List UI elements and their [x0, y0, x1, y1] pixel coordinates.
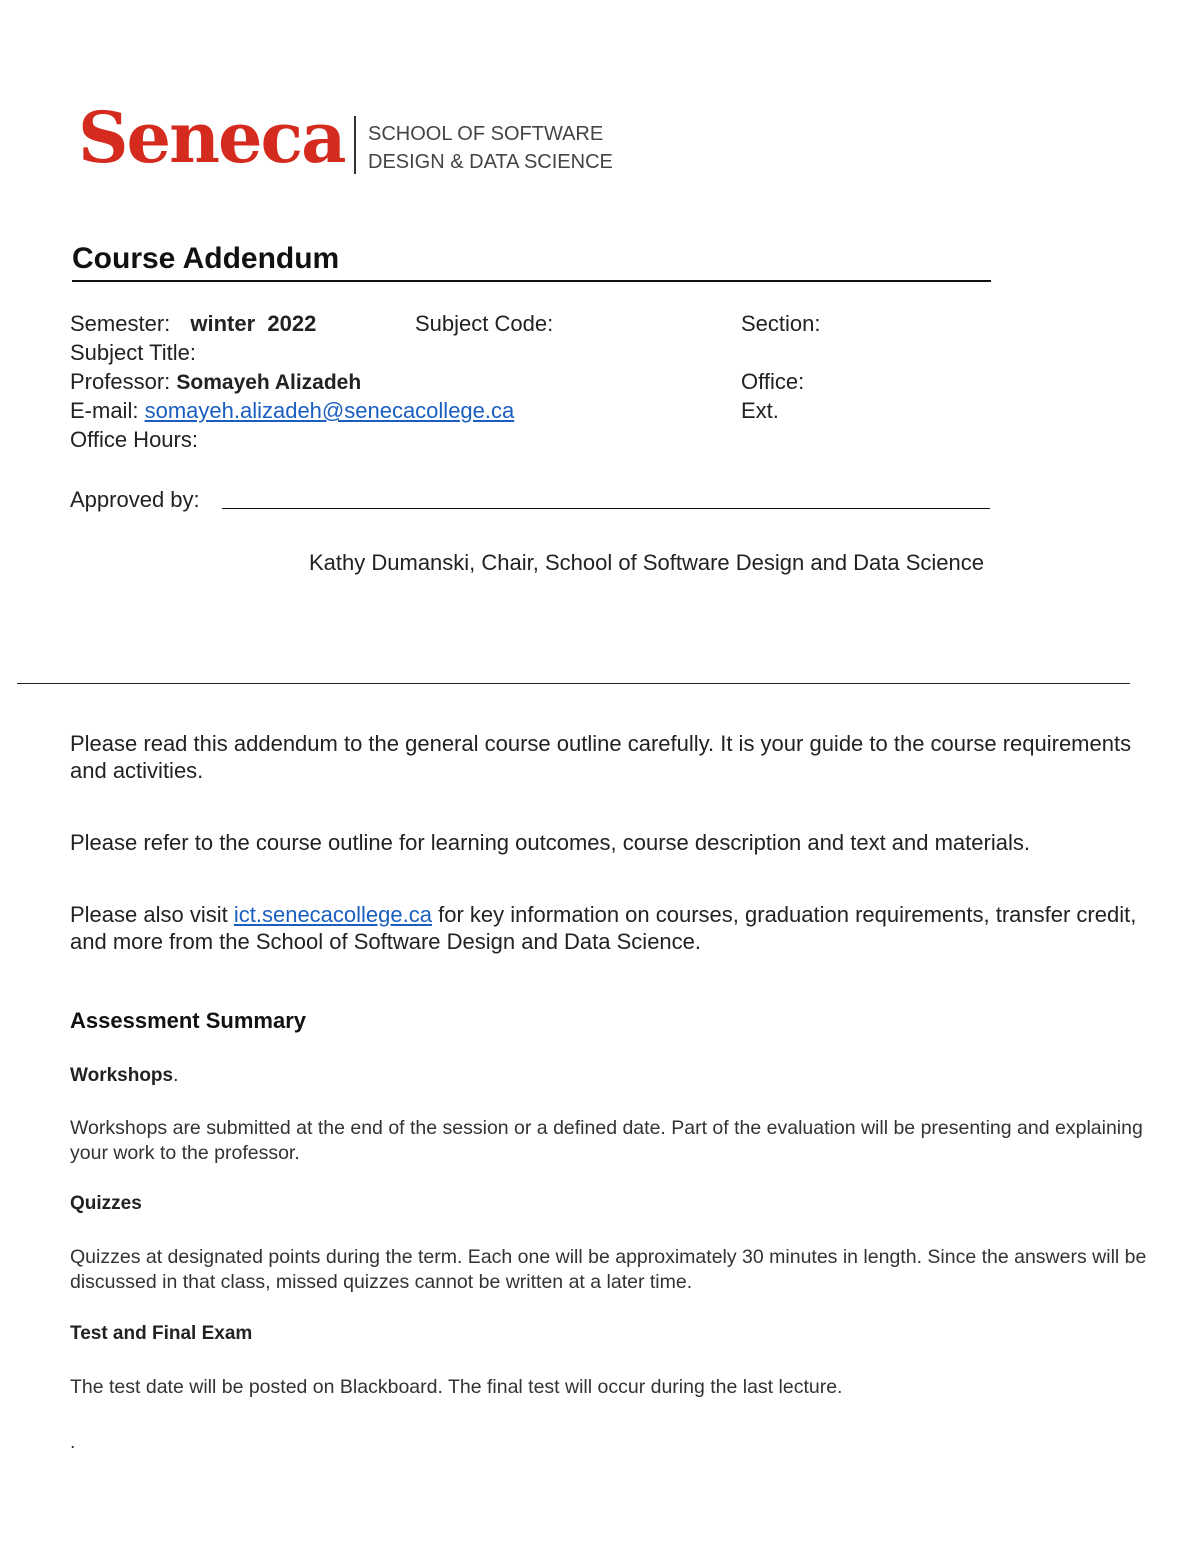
test-text: The test date will be posted on Blackboard. The final test will occur during the last lecture. [70, 1376, 843, 1398]
section-label: Section: [741, 311, 821, 336]
email-label: E-mail: [70, 398, 139, 423]
email-link[interactable]: somayeh.alizadeh@senecacollege.ca [144, 398, 515, 423]
approved-by-label: Approved by: [70, 487, 200, 512]
workshops-heading-text: Workshops [70, 1065, 174, 1086]
ict-website-link[interactable]: ict.senecacollege.ca [233, 902, 432, 927]
intro-p3-after: for key information on courses, graduation requirements, transfer credit, and more from the School of Software Design and Data Science. [70, 902, 1137, 954]
office-hours-label: Office Hours: [70, 427, 198, 452]
school-name [368, 120, 613, 176]
section-divider [17, 683, 1130, 684]
workshops-heading-dot: . [173, 1065, 179, 1086]
workshops-text: Workshops are submitted at the end of the session or a defined date. Part of the evaluation will be presenting and explaining your work to the professor. [70, 1117, 1143, 1164]
semester-field [70, 310, 316, 338]
intro-p3-before: Please also visit [70, 902, 234, 927]
intro-paragraph-1: Please read this addendum to the general course outline carefully. It is your guide to the course requirements and activities. [70, 731, 1132, 783]
intro-paragraph-3 [70, 901, 1140, 955]
trailing-dot: . [70, 1431, 76, 1453]
seneca-logo: Seneca [78, 96, 345, 179]
ext-label: Ext. [741, 398, 779, 423]
professor-label: Professor: [70, 369, 171, 394]
subject-code-label: Subject Code: [415, 311, 554, 336]
subject-title-label: Subject Title: [70, 340, 196, 365]
quizzes-heading: Quizzes [70, 1193, 142, 1214]
semester-label: Semester: [70, 311, 171, 336]
professor-field [70, 368, 361, 397]
school-name-line2: DESIGN & DATA SCIENCE [368, 151, 613, 173]
approver-name: Kathy Dumanski, Chair, School of Software Design and Data Science [309, 550, 985, 575]
intro-paragraph-2: Please refer to the course outline for learning outcomes, course description and text and materials. [70, 830, 1030, 855]
semester-value: winter 2022 [190, 311, 317, 336]
email-field [70, 397, 514, 425]
professor-name: Somayeh Alizadeh [176, 371, 362, 394]
quizzes-text: Quizzes at designated points during the term. Each one will be approximately 30 minutes in length. Since the answers will be discussed in that class, missed quizzes cannot be written at a later time. [70, 1246, 1147, 1293]
assessment-summary-heading: Assessment Summary [70, 1008, 307, 1033]
logo-divider [354, 116, 356, 174]
school-name-line1: SCHOOL OF SOFTWARE [368, 123, 604, 145]
title-underline [72, 280, 991, 282]
page-title: Course Addendum [72, 242, 340, 275]
signature-line [222, 508, 990, 509]
office-label: Office: [741, 369, 805, 394]
workshops-heading [70, 1065, 178, 1087]
test-final-exam-heading: Test and Final Exam [70, 1323, 253, 1344]
